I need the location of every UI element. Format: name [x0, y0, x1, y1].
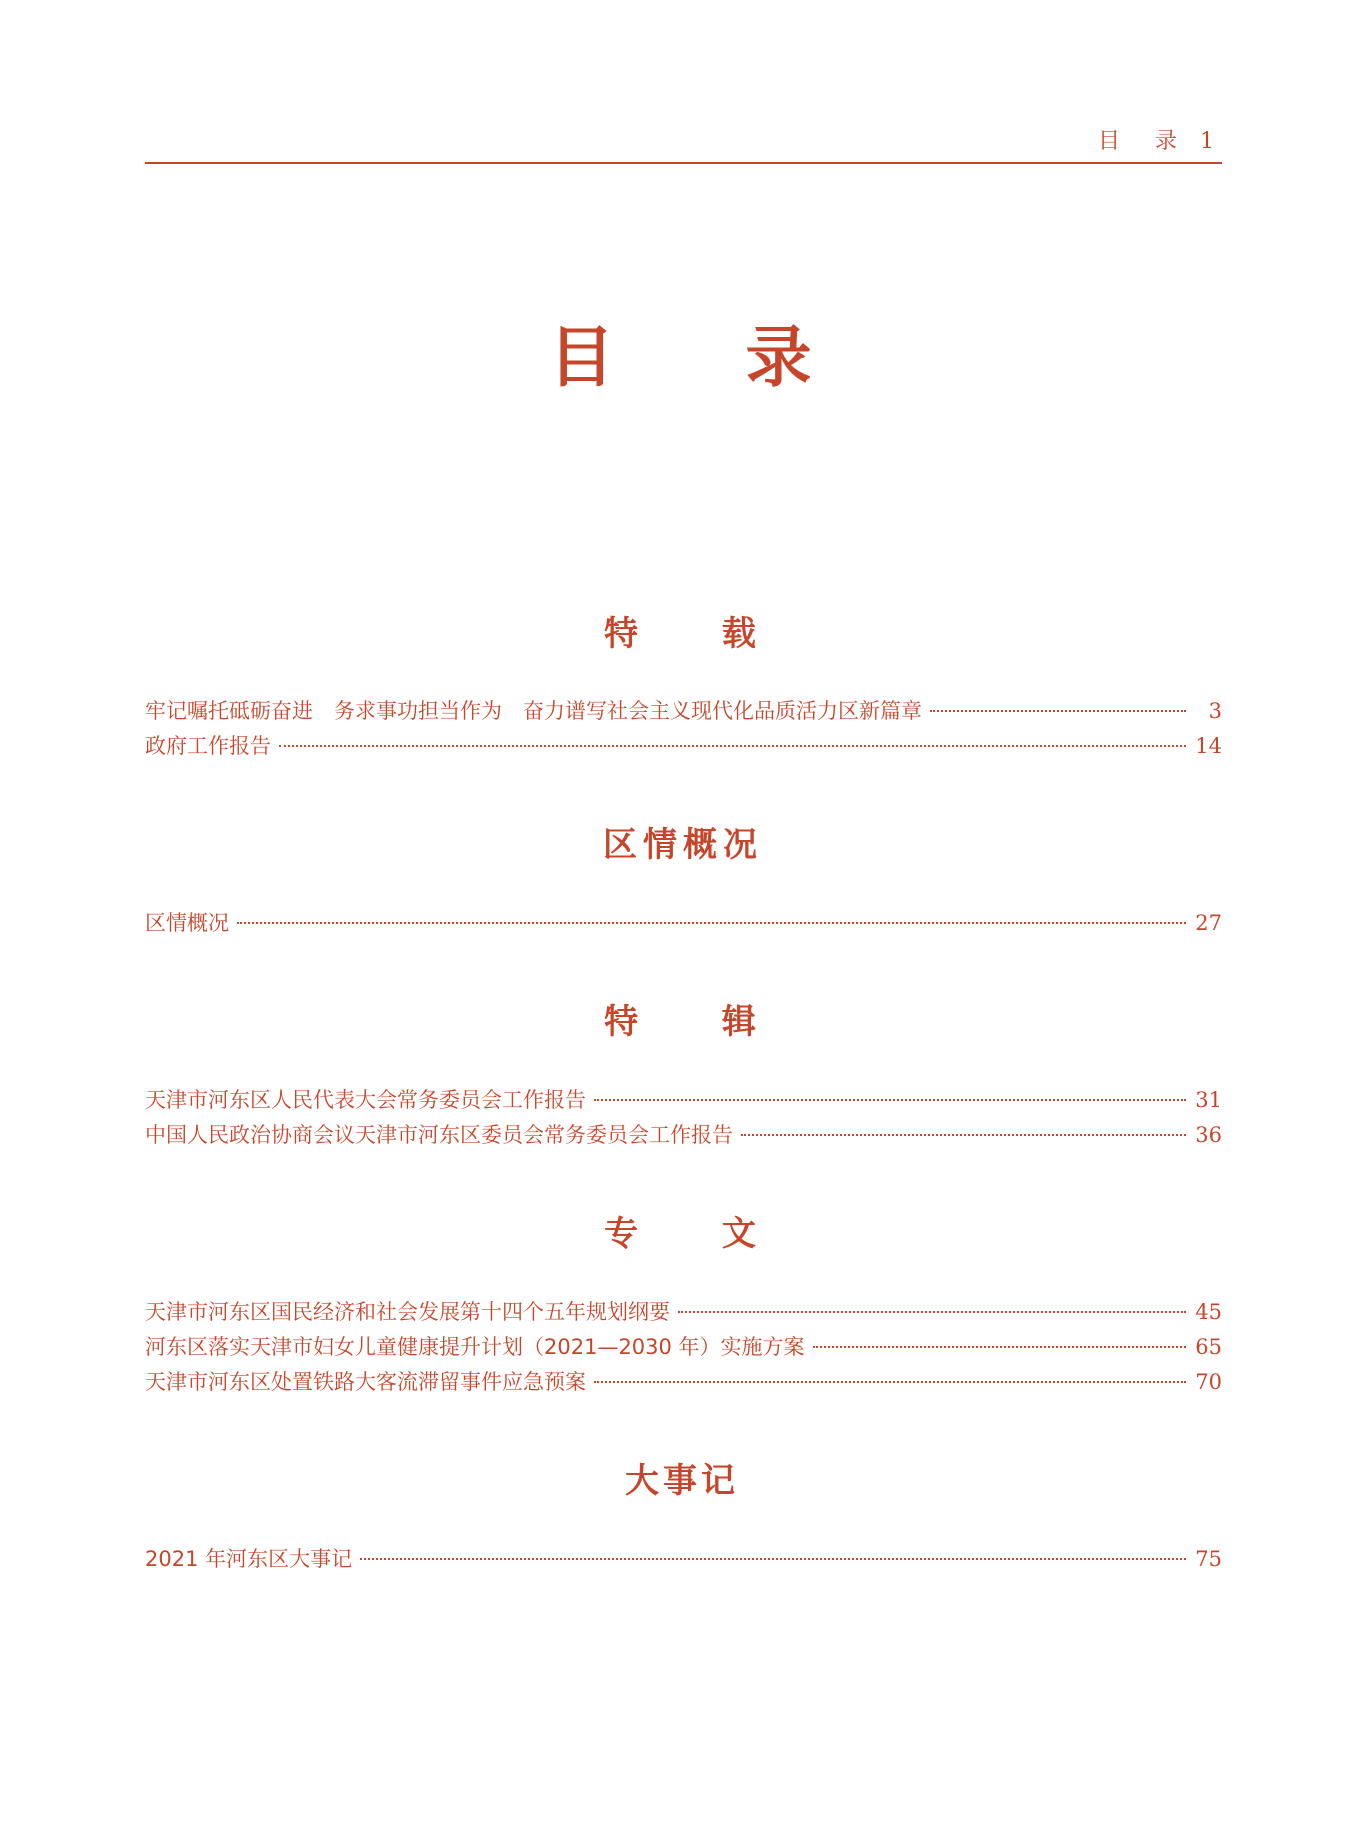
toc-entry-page: 45 [1195, 1300, 1222, 1324]
toc-entry-title: 河东区落实天津市妇女儿童健康提升计划（2021—2030 年）实施方案 [145, 1335, 805, 1359]
toc-entry-page: 14 [1195, 734, 1222, 758]
toc-entry[interactable] [145, 1367, 1222, 1397]
toc-entry-title: 中国人民政治协商会议天津市河东区委员会常务委员会工作报告 [145, 1123, 733, 1147]
section-heading-special-edition: 特 辑 [604, 1002, 792, 1042]
toc-entry-page: 65 [1195, 1335, 1222, 1359]
toc-entry[interactable] [145, 1544, 1222, 1574]
running-header [145, 128, 1222, 164]
toc-dot-leader [237, 922, 1186, 924]
toc-entry-page: 70 [1195, 1370, 1222, 1394]
toc-entry-title: 2021 年河东区大事记 [145, 1547, 353, 1571]
toc-entry-title: 区情概况 [145, 911, 229, 935]
section-heading-chronicle: 大事记 [625, 1461, 739, 1501]
section-heading-special-articles: 专 文 [604, 1214, 792, 1254]
toc-entry-title: 天津市河东区人民代表大会常务委员会工作报告 [145, 1088, 586, 1112]
toc-entry[interactable] [145, 1120, 1222, 1150]
toc-entry[interactable] [145, 908, 1222, 938]
section-heading-special-feature: 特 载 [604, 614, 792, 654]
page-title: 目 录 [548, 319, 866, 396]
toc-entry-page: 31 [1195, 1088, 1222, 1112]
toc-entry-page: 3 [1208, 699, 1222, 723]
toc-dot-leader [594, 1381, 1186, 1383]
toc-dot-leader [741, 1134, 1186, 1136]
toc-dot-leader [678, 1311, 1186, 1313]
running-header-label: 目 录 [1098, 129, 1191, 154]
running-header-text [1098, 128, 1216, 156]
toc-entry-title: 天津市河东区处置铁路大客流滞留事件应急预案 [145, 1370, 586, 1394]
toc-entry[interactable] [145, 731, 1222, 761]
toc-entry-title: 牢记嘱托砥砺奋进 务求事功担当作为 奋力谱写社会主义现代化品质活力区新篇章 [145, 699, 922, 723]
toc-entry[interactable] [145, 1085, 1222, 1115]
section-heading-district-overview: 区情概况 [603, 825, 763, 865]
toc-dot-leader [813, 1346, 1186, 1348]
toc-entry-page: 27 [1195, 911, 1222, 935]
toc-dot-leader [279, 745, 1186, 747]
toc-entry-page: 36 [1195, 1123, 1222, 1147]
toc-dot-leader [930, 710, 1186, 712]
toc-dot-leader [594, 1099, 1186, 1101]
toc-dot-leader [360, 1558, 1186, 1560]
toc-entry-page: 75 [1195, 1547, 1222, 1571]
toc-entry[interactable] [145, 1297, 1222, 1327]
toc-entry[interactable] [145, 1332, 1222, 1362]
toc-entry-title: 天津市河东区国民经济和社会发展第十四个五年规划纲要 [145, 1300, 670, 1324]
toc-entry-title: 政府工作报告 [145, 734, 271, 758]
running-header-page-number: 1 [1200, 129, 1216, 154]
toc-entry[interactable] [145, 696, 1222, 726]
